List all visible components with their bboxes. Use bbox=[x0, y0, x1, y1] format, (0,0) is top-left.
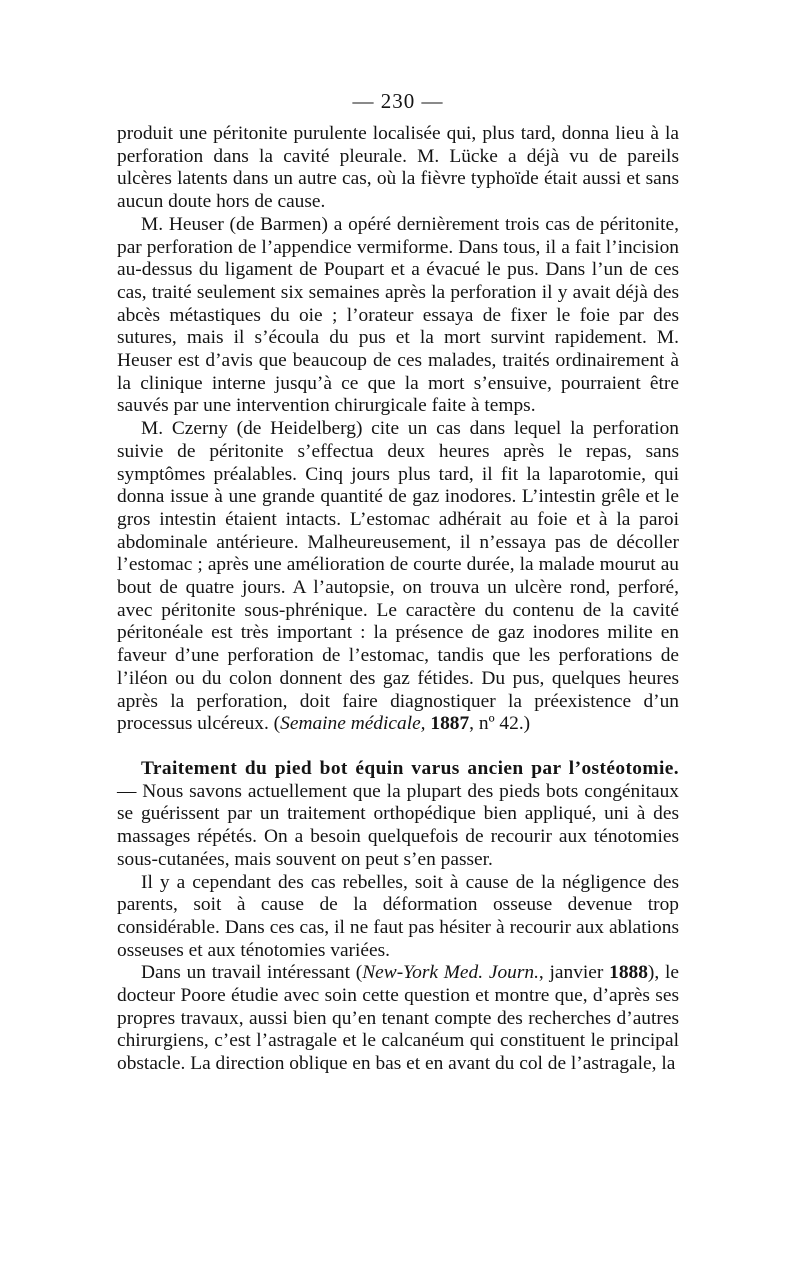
source-citation: Semaine médicale, bbox=[280, 713, 426, 735]
paragraph-continuation: produit une péritonite purulente localisée qui, plus tard, donna lieu à la perforation dans la cavité pleurale. M. Lücke a déjà vu de pareils ulcères latents dans un autre cas, où la fièvre typhoïde était aussi et sans aucun doute hors de cause. bbox=[117, 123, 679, 213]
paragraph-section-heading bbox=[117, 758, 679, 872]
paragraph-czerny bbox=[117, 418, 679, 736]
page-number: — 230 — bbox=[352, 89, 444, 113]
book-page bbox=[117, 86, 679, 1076]
czerny-text: M. Czerny (de Heidelberg) cite un cas dans lequel la perforation suivie de péritonite s’effectua deux heures après le repas, sans symptômes préalables. Cinq jours plus tard, il fit la laparotomie, qui donna issue à une grande quantité de gaz inodores. L’intestin grêle et le gros intestin étaient intacts. L’estomac adhérait au foie et à la paroi abdominale antérieure. Malheureusement, il n’essaya pas de décoller l’estomac ; après une amélioration de courte durée, la malade mourut au bout de quatre jours. A l’autopsie, on trouva un ulcère rond, perforé, avec péritonite sous-phrénique. Le caractère du contenu de la cavité péritonéale est très important : la présence de gaz inodores milite en faveur d’une perforation de l’estomac, tandis que les perforations de l’iléon ou du colon donnent des gaz fétides. Du pus, quelques heures après la perforation, doit faire diagnostiquer la préexistence d’un processus ulcéreux. ( bbox=[117, 418, 679, 735]
journal-year: 1888 bbox=[609, 962, 648, 984]
paragraph-heuser: M. Heuser (de Barmen) a opéré dernièrement trois cas de péritonite, par perforation de l’appendice vermiforme. Dans tous, il a fait l’incision au-dessus du ligament de Poupart et a évacué le pus. Dans l’un de ces cas, traité seulement six semaines après la perforation il y avait déjà des abcès métastiques du oie ; l’orateur essaya de fixer le foie par des sutures, mais il s’écoula du pus et la mort survint rapidement. M. Heuser est d’avis que beaucoup de ces malades, traités ordinairement à la clinique interne jusqu’à ce que la mort s’ensuive, pourraient être sauvés par une intervention chirurgicale faite à temps. bbox=[117, 213, 679, 417]
poore-text-date: , janvier bbox=[538, 962, 610, 984]
citation-issue: , nº 42.) bbox=[469, 713, 531, 735]
journal-citation: New-York Med. Journ. bbox=[362, 962, 539, 984]
section-heading: Traitement du pied bot équin varus ancien par l’ostéotomie. bbox=[141, 757, 679, 779]
citation-year: 1887 bbox=[430, 713, 470, 735]
poore-text-rest: ), le docteur Poore étudie avec soin cette question et montre que, d’après ses propres travaux, aussi bien qu’en tenant compte des recherches d’autres chirurgiens, c’est l’astragale et le calcanéum qui constituent le principal obstacle. La direction oblique en bas et en avant du col de l’astragale, la bbox=[117, 962, 679, 1075]
paragraph-poore bbox=[117, 962, 679, 1076]
poore-text-start: Dans un travail intéressant ( bbox=[141, 962, 363, 984]
paragraph-rebel-cases: Il y a cependant des cas rebelles, soit à cause de la négligence des parents, soit à cause de la déformation osseuse devenue trop considérable. Dans ces cas, il ne faut pas hésiter à recourir aux ablations osseuses et aux ténotomies variées. bbox=[117, 871, 679, 961]
section-intro-text: — Nous savons actuellement que la plupart des pieds bots congénitaux se guérissent par un traitement orthopédique bien appliqué, uni à des massages répétés. On a besoin quelquefois de recourir aux ténotomies sous-cutanées, mais souvent on peut s’en passer. bbox=[117, 780, 679, 870]
